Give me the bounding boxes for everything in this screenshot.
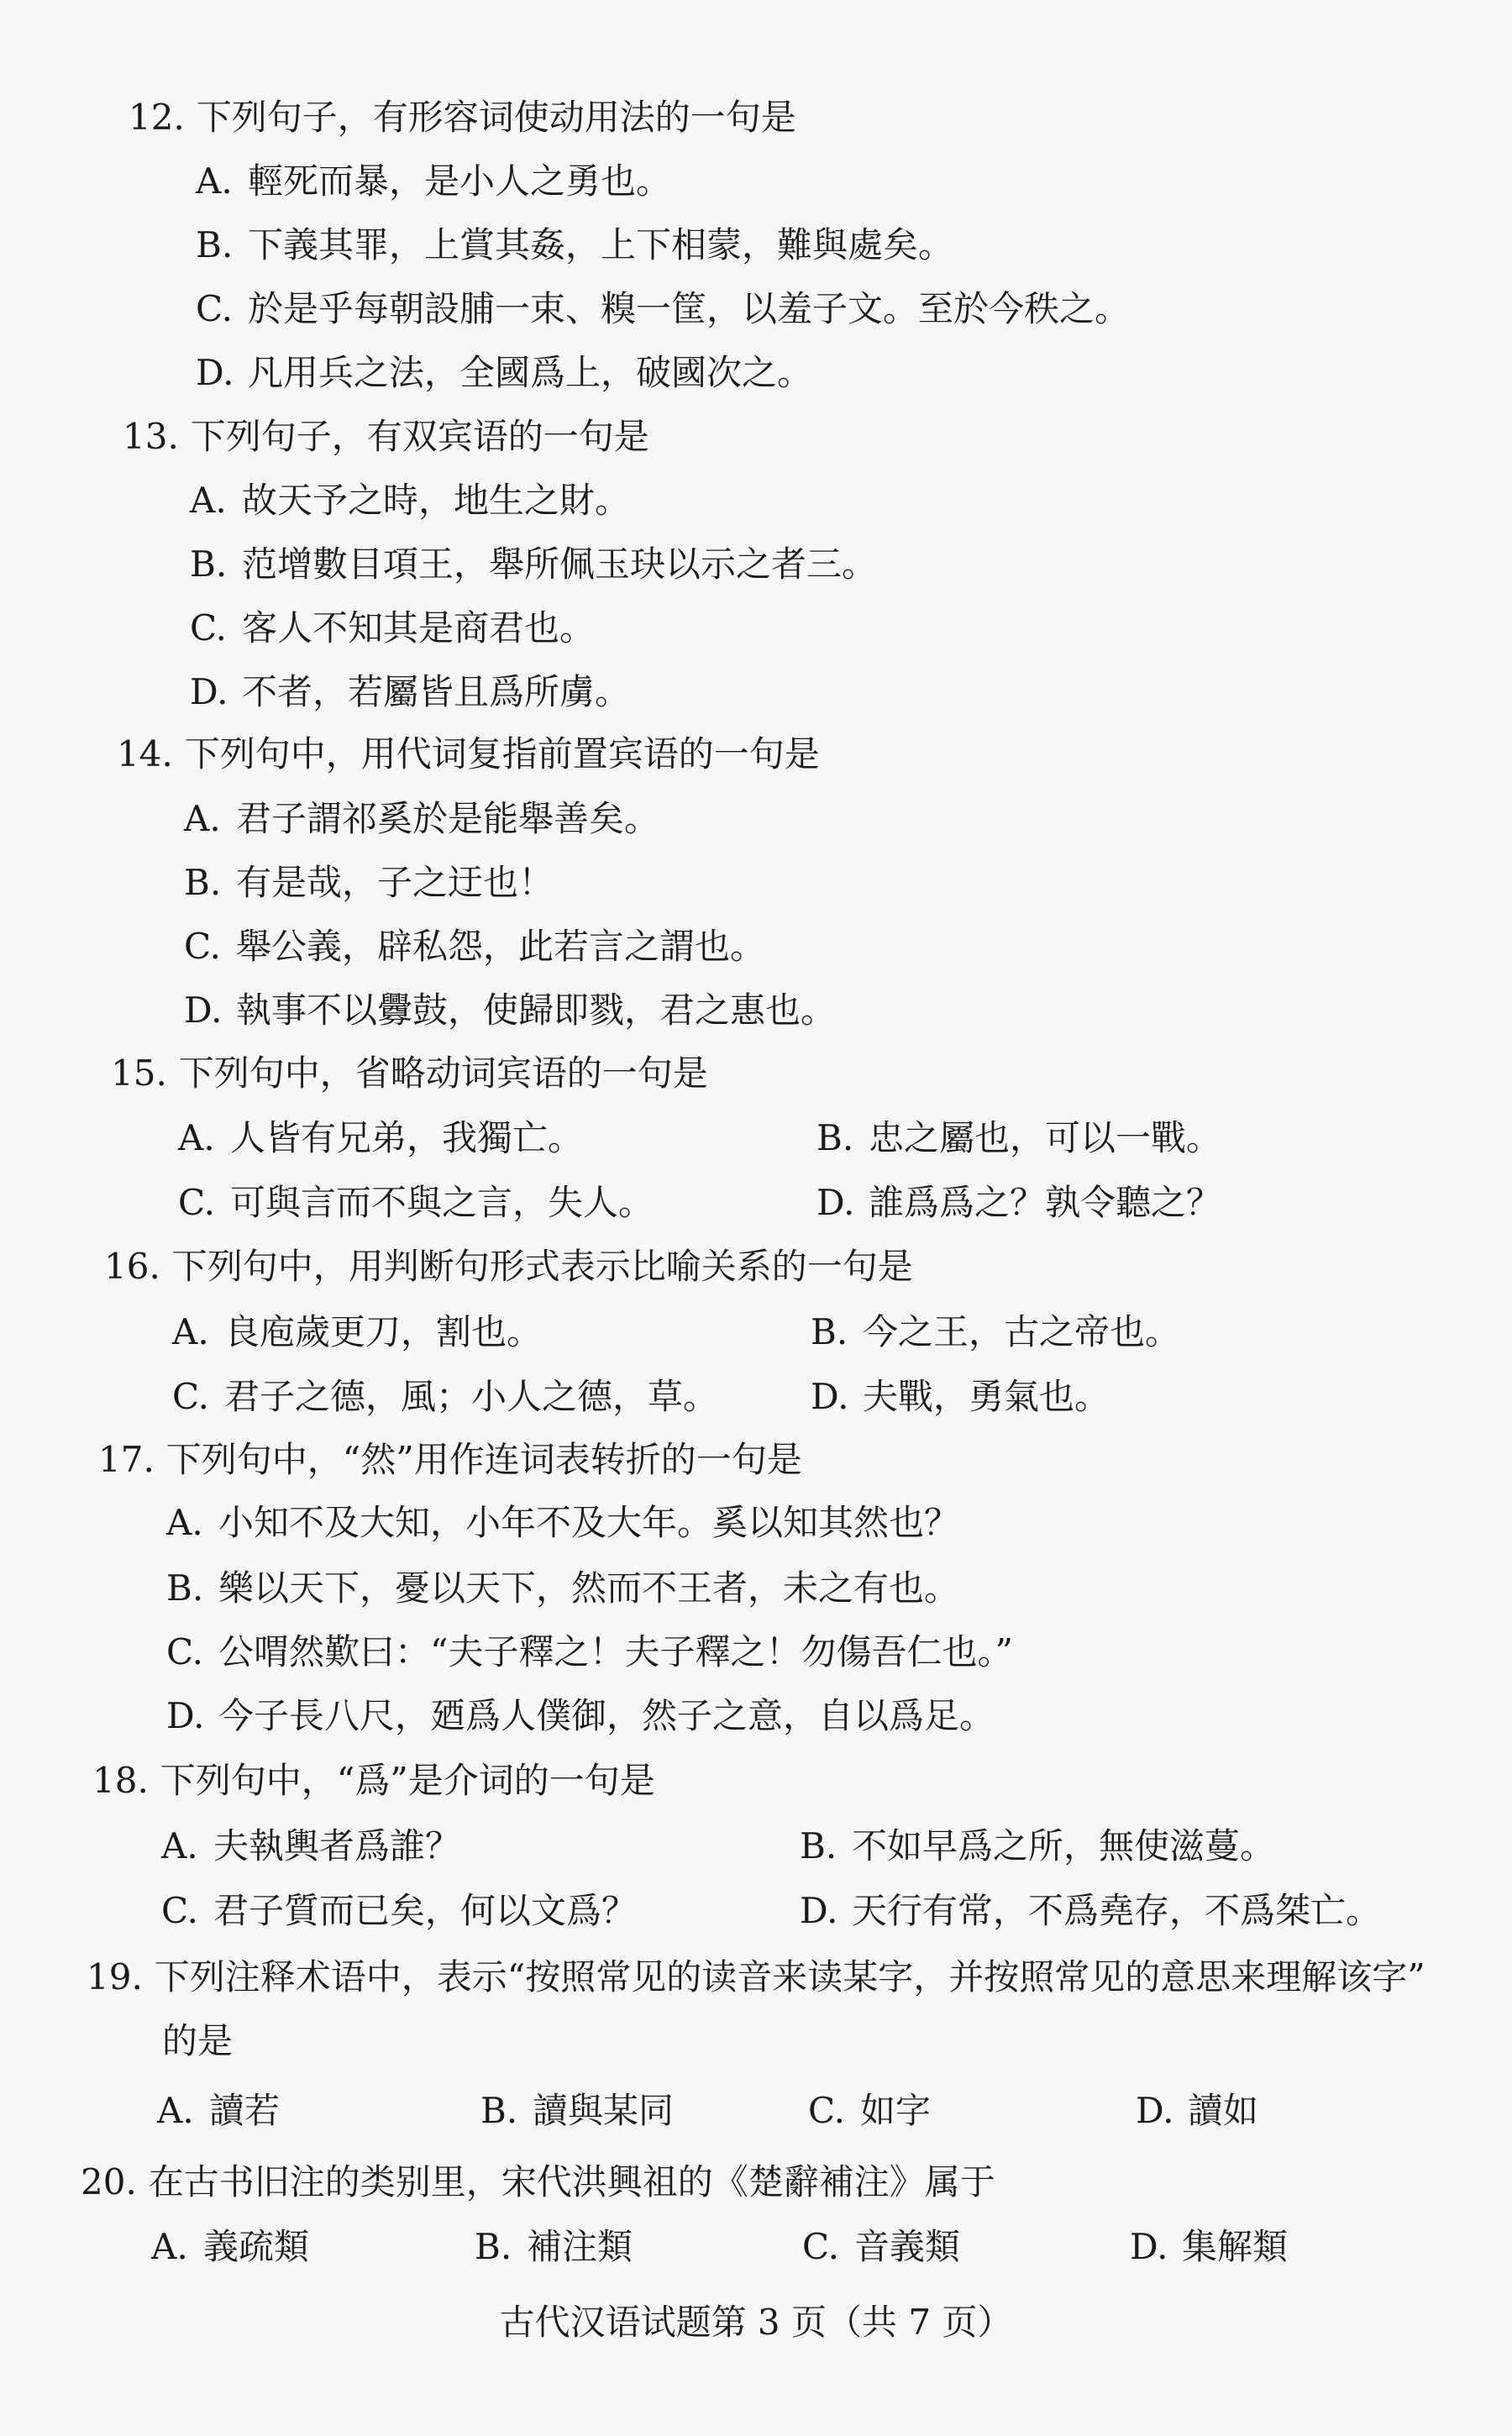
option-text: 誰爲爲之？孰令聽之？ [869,1182,1222,1223]
option-letter: D. [800,1890,838,1931]
option-letter: A. [172,1311,209,1352]
question-stem [87,1952,1425,2003]
option-text: 小知不及大知，小年不及大年。奚以知其然也？ [218,1502,960,1543]
question-number: 12. [129,97,185,138]
option-text: 公喟然歎曰：“夫子釋之！夫子釋之！勿傷吾仁也。” [218,1631,1013,1672]
option-letter: C. [172,1376,209,1417]
option-text: 有是哉，子之迂也！ [236,862,554,903]
page-footer: 古代汉语试题第 3 页（共 7 页） [499,2302,1013,2343]
option-letter: D. [196,352,234,393]
option-text: 讀與某同 [533,2090,675,2131]
option-letter: D. [811,1376,849,1417]
option-b [480,2086,808,2136]
options-grid [172,1307,1449,1422]
question-text: 下列句中，“爲”是介词的一句是 [160,1760,655,1801]
option-letter: D. [184,990,223,1031]
option-text: 不如早爲之所，無使滋蔓。 [852,1825,1276,1866]
option-text: 夫戰，勇氣也。 [863,1376,1110,1417]
option-text: 故天予之時，地生之財。 [242,480,631,521]
option-c [808,2086,1136,2136]
option-d [166,1691,995,1741]
option-c [172,1372,811,1422]
option-c [190,603,595,654]
option-a [166,1498,959,1548]
option-d [1130,2222,1457,2272]
option-letter: B. [166,1567,204,1609]
option-b [166,1563,959,1614]
option-letter: B. [816,1117,854,1158]
option-d [811,1372,1449,1422]
option-letter: C. [178,1182,215,1223]
question-text: 下列句子，有形容词使动用法的一句是 [196,97,796,138]
options-row [151,2222,1457,2272]
question-number: 16. [104,1246,160,1287]
option-letter: B. [190,543,228,585]
option-letter: D. [190,671,228,712]
question-text: 下列句中，省略动词宾语的一句是 [178,1053,708,1094]
question-stem [98,1435,802,1485]
option-letter: A. [161,1825,198,1866]
question-text: 下列句中，“然”用作连词表转折的一句是 [165,1439,802,1480]
option-b [475,2222,802,2272]
option-letter: B. [800,1825,837,1866]
option-b [196,220,953,270]
option-text: 輕死而暴，是小人之勇也。 [248,160,672,202]
option-letter: B. [184,862,222,903]
option-text: 讀如 [1188,2090,1259,2131]
option-text: 樂以天下，憂以天下，然而不王者，未之有也。 [218,1567,960,1609]
option-text: 凡用兵之法，全國爲上，破國次之。 [248,352,813,393]
option-letter: C. [802,2226,839,2267]
option-letter: C. [161,1890,198,1931]
question-text: 在古书旧注的类别里，宋代洪興祖的《楚辭補注》属于 [148,2161,995,2202]
question-text: 下列句中，用代词复指前置宾语的一句是 [184,733,820,774]
option-text: 忠之屬也，可以一戰。 [869,1117,1222,1158]
option-b [811,1307,1449,1357]
options-row [157,2086,1463,2136]
option-letter: D. [1130,2226,1168,2267]
option-d [1136,2086,1463,2136]
question-text: 下列句子，有双宾语的一句是 [190,416,649,457]
option-text: 人皆有兄弟，我獨亡。 [230,1117,584,1158]
option-text: 音義類 [854,2226,961,2267]
option-text: 執事不以釁鼓，使歸即戮，君之惠也。 [236,990,837,1031]
option-d [800,1886,1438,1936]
option-letter: C. [808,2090,845,2131]
option-text: 客人不知其是商君也。 [242,607,596,648]
option-b [190,539,877,590]
option-d [196,348,812,398]
option-text: 今之王，古之帝也。 [863,1311,1181,1352]
question-number: 17. [98,1439,155,1480]
option-letter: A. [178,1117,215,1158]
option-text: 今子長八尺，廼爲人僕御，然子之意，自以爲足。 [218,1695,995,1736]
question-number: 13. [123,416,179,457]
option-letter: A. [190,480,227,521]
option-letter: D. [1136,2090,1174,2131]
option-text: 義疏類 [203,2226,310,2267]
option-letter: A. [196,160,233,202]
option-text: 下義其罪，上賞其姦，上下相蒙，難與處矣。 [248,224,954,265]
option-letter: D. [816,1182,855,1223]
options-grid [178,1113,1455,1228]
question-number: 14. [117,733,173,774]
question-number: 19. [87,1956,143,1998]
question-text-continued: 的是 [162,2020,234,2061]
option-d [190,667,630,717]
option-letter: C. [184,926,221,967]
option-text: 君子謂祁奚於是能舉善矣。 [236,798,660,839]
option-c [178,1178,816,1228]
question-number: 20. [81,2161,137,2202]
option-a [184,794,659,844]
question-stem [129,92,796,143]
option-text: 舉公義，辟私怨，此若言之謂也。 [236,926,766,967]
option-letter: C. [166,1631,203,1672]
option-b [184,858,554,908]
option-letter: A. [151,2226,188,2267]
option-text: 君子質而已矣，何以文爲？ [213,1890,638,1931]
option-b [800,1821,1438,1872]
option-letter: A. [166,1502,203,1543]
options-grid [161,1821,1438,1936]
option-letter: D. [166,1695,205,1736]
option-text: 可與言而不與之言，失人。 [230,1182,654,1223]
question-stem [111,1048,708,1099]
option-text: 天行有常，不爲堯存，不爲桀亡。 [852,1890,1382,1931]
option-d [816,1178,1455,1228]
option-c [161,1886,800,1936]
option-b [816,1113,1455,1163]
option-c [802,2222,1130,2272]
option-a [157,2086,480,2136]
question-stem [117,729,820,780]
option-text: 夫執輿者爲誰？ [213,1825,461,1866]
question-stem [81,2157,995,2208]
option-text: 補注類 [527,2226,633,2267]
option-letter: C. [190,607,227,648]
option-text: 集解類 [1182,2226,1289,2267]
option-a [151,2222,475,2272]
question-text: 下列注释术语中，表示“按照常见的读音来读某字，并按照常见的意思来理解该字” [154,1956,1425,1998]
option-letter: B. [811,1311,848,1352]
option-d [184,985,836,1036]
question-number: 18. [92,1760,149,1801]
option-a [172,1307,811,1357]
option-letter: A. [157,2090,194,2131]
option-text: 良庖歲更刀，割也。 [224,1311,543,1352]
question-stem [123,412,649,462]
option-a [178,1113,816,1163]
option-text: 范增數目項王，舉所佩玉玦以示之者三。 [242,543,878,585]
option-letter: A. [184,798,221,839]
question-stem [104,1242,913,1292]
option-a [196,156,671,207]
option-a [190,475,630,526]
option-letter: B. [196,224,234,265]
option-text: 君子之德，風；小人之德，草。 [224,1376,719,1417]
option-text: 不者，若屬皆且爲所虜。 [242,671,631,712]
option-c [196,284,1130,334]
option-letter: B. [480,2090,518,2131]
question-number: 15. [111,1053,167,1094]
question-stem [92,1756,655,1806]
option-c [184,921,765,972]
option-letter: C. [196,288,233,329]
option-letter: B. [475,2226,512,2267]
option-text: 如字 [860,2090,932,2131]
option-text: 於是乎每朝設脯一束、糗一筐，以羞子文。至於今秩之。 [248,288,1131,329]
option-a [161,1821,800,1872]
question-text: 下列句中，用判断句形式表示比喻关系的一句是 [171,1246,913,1287]
option-c [166,1627,1013,1677]
option-text: 讀若 [209,2090,281,2131]
